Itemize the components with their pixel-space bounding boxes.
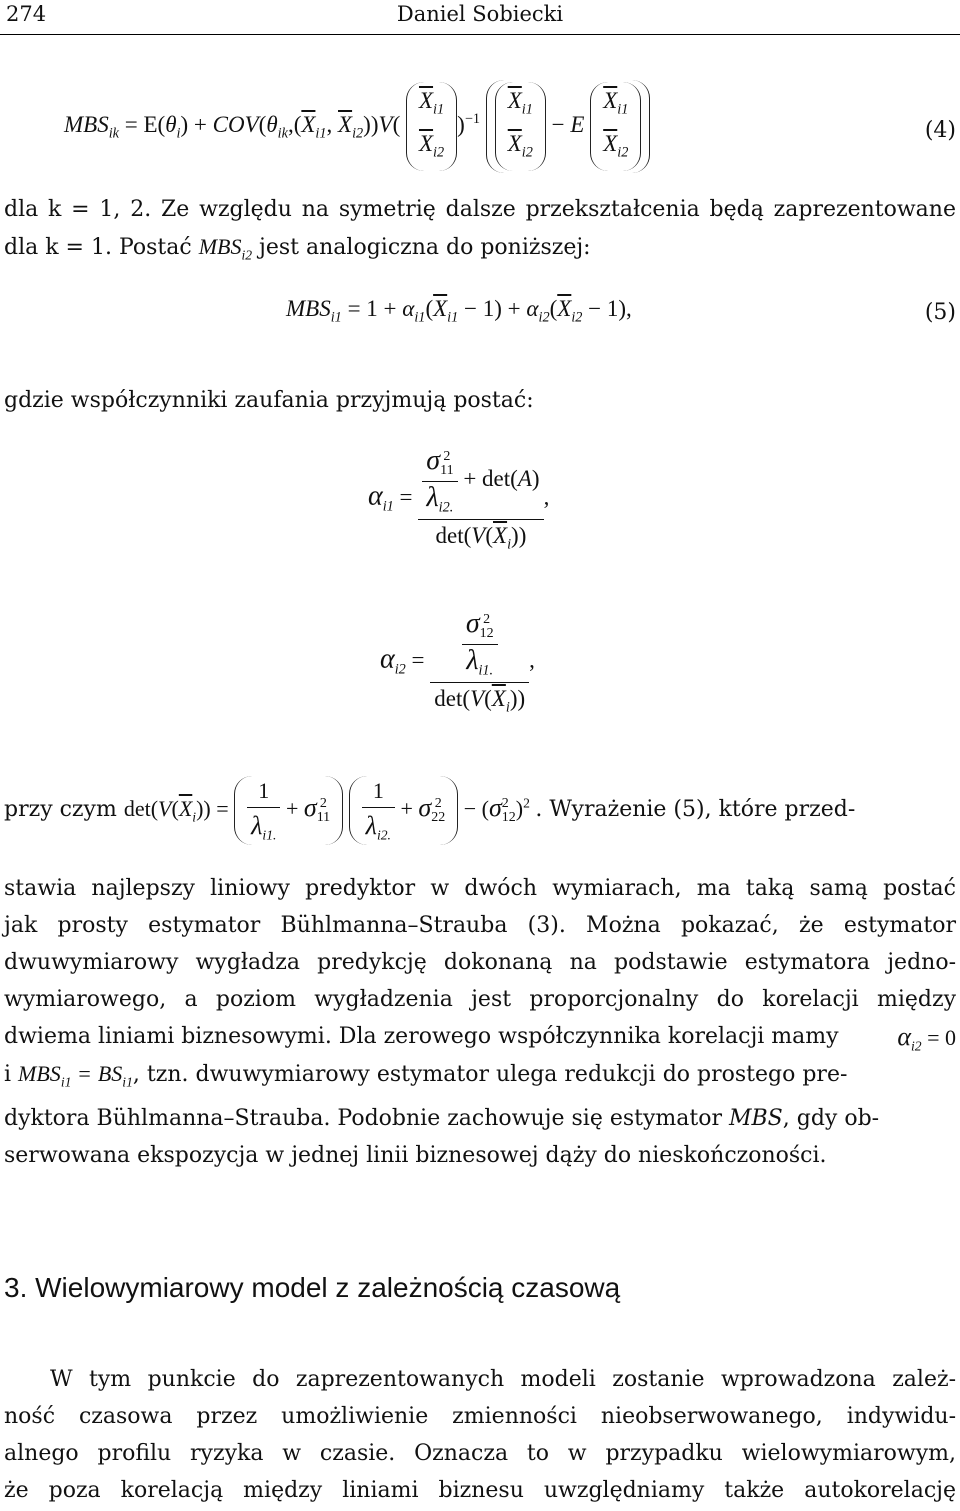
vector-x-bar: $\overline{X}_{i1}$ $\overline{X}_{i2}$: [406, 82, 457, 171]
page-header: [0, 0, 960, 36]
running-head-author: Daniel Sobiecki: [396, 2, 564, 26]
det-definition-line: przy czym $\det(V(\overline{X}_i))$ = $\frac{1}{\lambda_{i1.}}$ + σ 2 11 $\frac{1}{\lambda_{i2.}}$ + σ 2 22 − (σ2 12)$^2$ . Wyrażenie (5), które przed-: [4, 776, 960, 845]
vector-difference: $\overline{X}_{i1}$ $\overline{X}_{i2} - E$ $\overline{X}_{i1}$ $\overline{X}_{i2}$: [486, 80, 651, 173]
equation-5: $MBS_{i1} = 1 + \alpha_{i1}(\overline{X}_{i1} - 1) + \alpha_{i2}(\overline{X}_{i2} - 1)$,: [286, 296, 632, 326]
section-heading: 3. Wielowymiarowy model z zależnością czasową: [4, 1272, 621, 1303]
paragraph-1: dla k = 1, 2. Ze względu na symetrię dalsze przekształcenia będą zaprezentowane dla k = 1. Postać $MBS_{i2}$ jest analogiczna do poniższej:: [4, 197, 956, 263]
equation-alpha-i1: $\alpha_{i1}$ = σ 2 11 $\lambda_{i2.}$ + det(A) $\det(V(\overline{X}_i))$ ,: [368, 445, 550, 553]
paragraph-2: gdzie współczynniki zaufania przyjmują postać:: [4, 388, 534, 413]
equation-number-4: (4): [924, 118, 956, 143]
paragraph-3: stawia najlepszy liniowy predyktor w dwóch wymiarach, ma taką samą postać jak prosty estymator Bühlmanna–Strauba (3). Można pokazać, że estymator dwuwymiarowy wygładza predykcję dokonaną na podstawie estymatora jedno- wymiarowego, a poziom wygładzenia jest proporcjonalny do korelacji między dwiema liniami biznesowymi. Dla zerowego współczynnika korelacji mamy $\alpha_{i2} = 0$ i $MBS_{i1} = BS_{i1}$, tzn. dwuwymiarowy estymator ulega redukcji do prostego pre- dyktora Bühlmanna–Strauba. Podobnie zachowuje się estymator MBS, gdy ob- serwowana ekspozycja w jednej linii biznesowej dąży do nieskończoności.: [4, 876, 956, 1169]
equation-alpha-i2: $\alpha_{i2}$ = σ 2 12 $\lambda_{i1.}$ $\det(V(\overline{X}_i))$ ,: [380, 608, 535, 716]
fraction-alpha-i2: σ 2 12 $\lambda_{i1.}$ $\det(V(\overline{X}_i))$: [430, 608, 529, 717]
paragraph-4: W tym punkcie do zaprezentowanych modeli zostanie wprowadzona zależ- ność czasowa przez umożliwienie zmienności nieobserwowanego, indywidu- alnego profilu ryzyka w czasie. Oznacza to w przypadku wielowymiarowym, że poza korelacją między liniami biznesu uwzględniamy także autokorelację: [4, 1367, 956, 1503]
factor-1: $\frac{1}{\lambda_{i1.}}$ + σ 2 11: [234, 776, 343, 845]
page-number: 274: [6, 2, 47, 26]
equation-4: $MBS_{ik} = E(\theta_i) + COV(\theta_{ik},(\overline{X}_{i1}$, $\overline{X}_{i2}))V$( $\overline{X}_{i1}$ $\overline{X}_{i2})^{-1}$ $\overline{X}_{i1}$ $\overline{X}_{i2} - E$ $\overline{X}_{i1}$ $\overline{X}_{i2}$: [64, 80, 960, 173]
factor-2: $\frac{1}{\lambda_{i2.}}$ + σ 2 22: [349, 776, 459, 845]
fraction-alpha-i1: σ 2 11 $\lambda_{i2.}$ + det(A) $\det(V(\overline{X}_i))$: [418, 445, 543, 554]
equation-number-5: (5): [924, 300, 956, 325]
header-rule: [0, 34, 960, 35]
